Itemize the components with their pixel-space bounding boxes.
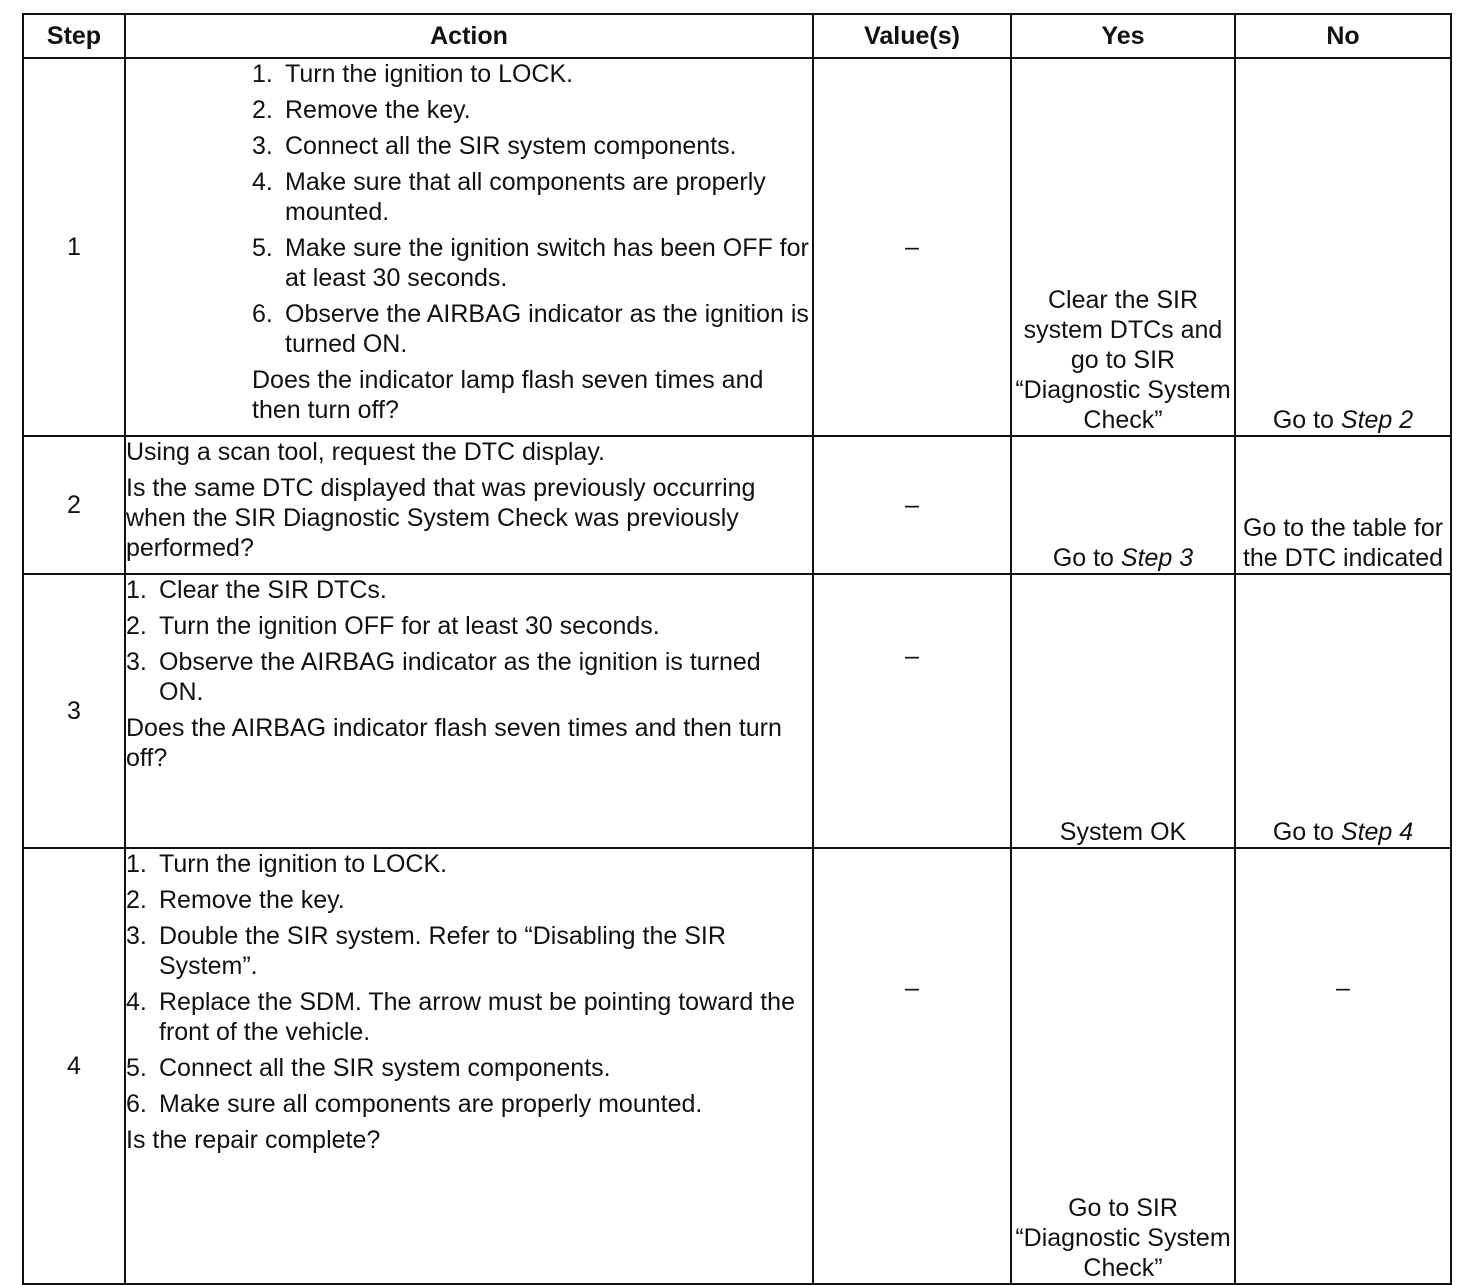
- yes-cell: System OK: [1011, 574, 1235, 848]
- header-row: [23, 14, 1451, 58]
- yes-cell: Clear the SIR system DTCs and go to SIR “Diagnostic System Check”: [1011, 58, 1235, 436]
- action-question: Does the indicator lamp flash seven times and then turn off?: [252, 366, 764, 424]
- table-row: [23, 436, 1451, 574]
- list-item: 4. Replace the SDM. The arrow must be pointing toward the front of the vehicle.: [126, 988, 795, 1046]
- no-cell: [1235, 574, 1451, 848]
- action-question: Is the repair complete?: [126, 1126, 381, 1154]
- step-number: 2: [23, 436, 125, 574]
- action-question: Is the same DTC displayed that was previously occurring when the SIR Diagnostic System Check was previously performed?: [126, 474, 756, 562]
- list-item: 3. Observe the AIRBAG indicator as the ignition is turned ON.: [126, 648, 761, 706]
- list-item: 2. Remove the key.: [252, 96, 471, 124]
- header-value: Value(s): [813, 14, 1011, 58]
- no-cell: –: [1235, 848, 1451, 1284]
- no-prefix: Go to: [1272, 406, 1341, 434]
- list-item: 1. Clear the SIR DTCs.: [126, 576, 387, 604]
- table-row: [23, 58, 1451, 436]
- list-item: 1. Turn the ignition to LOCK.: [126, 850, 448, 878]
- step-link[interactable]: Step 4: [1340, 818, 1414, 846]
- list-item: 5. Connect all the SIR system components.: [126, 1054, 611, 1082]
- action-instruction: Using a scan tool, request the DTC display.: [126, 438, 605, 466]
- value-cell: –: [813, 58, 1011, 436]
- value-cell: –: [813, 574, 1011, 848]
- action-cell: [125, 848, 813, 1284]
- action-list: [126, 849, 812, 1119]
- no-prefix: Go to: [1272, 818, 1341, 846]
- step-number: 3: [23, 574, 125, 848]
- action-cell: [125, 58, 813, 436]
- action-list: [252, 59, 812, 359]
- list-item: 3. Connect all the SIR system components.: [252, 132, 737, 160]
- diagnostic-table: [22, 13, 1452, 1285]
- no-cell: [1235, 58, 1451, 436]
- table-row: [23, 848, 1451, 1284]
- step-link[interactable]: Step 3: [1120, 544, 1194, 572]
- list-item: 5. Make sure the ignition switch has been OFF for at least 30 seconds.: [252, 234, 809, 292]
- header-yes: Yes: [1011, 14, 1235, 58]
- value-cell: –: [813, 436, 1011, 574]
- header-step: Step: [23, 14, 125, 58]
- value-cell: –: [813, 848, 1011, 1284]
- list-item: 2. Turn the ignition OFF for at least 30 seconds.: [126, 612, 660, 640]
- list-item: 6. Make sure all components are properly mounted.: [126, 1090, 703, 1118]
- action-cell: [125, 436, 813, 574]
- action-cell: [125, 574, 813, 848]
- header-action: Action: [125, 14, 813, 58]
- action-list: [126, 575, 812, 707]
- step-number: 1: [23, 58, 125, 436]
- header-no: No: [1235, 14, 1451, 58]
- list-item: 1. Turn the ignition to LOCK.: [252, 60, 574, 88]
- yes-prefix: Go to: [1052, 544, 1121, 572]
- step-number: 4: [23, 848, 125, 1284]
- step-link[interactable]: Step 2: [1340, 406, 1414, 434]
- list-item: 4. Make sure that all components are properly mounted.: [252, 168, 766, 226]
- list-item: 3. Double the SIR system. Refer to “Disabling the SIR System”.: [126, 922, 726, 980]
- list-item: 2. Remove the key.: [126, 886, 345, 914]
- table-row: [23, 574, 1451, 848]
- no-cell: Go to the table for the DTC indicated: [1235, 436, 1451, 574]
- action-question: Does the AIRBAG indicator flash seven times and then turn off?: [126, 714, 782, 772]
- yes-cell: [1011, 436, 1235, 574]
- list-item: 6. Observe the AIRBAG indicator as the ignition is turned ON.: [252, 300, 809, 358]
- yes-cell: Go to SIR “Diagnostic System Check”: [1011, 848, 1235, 1284]
